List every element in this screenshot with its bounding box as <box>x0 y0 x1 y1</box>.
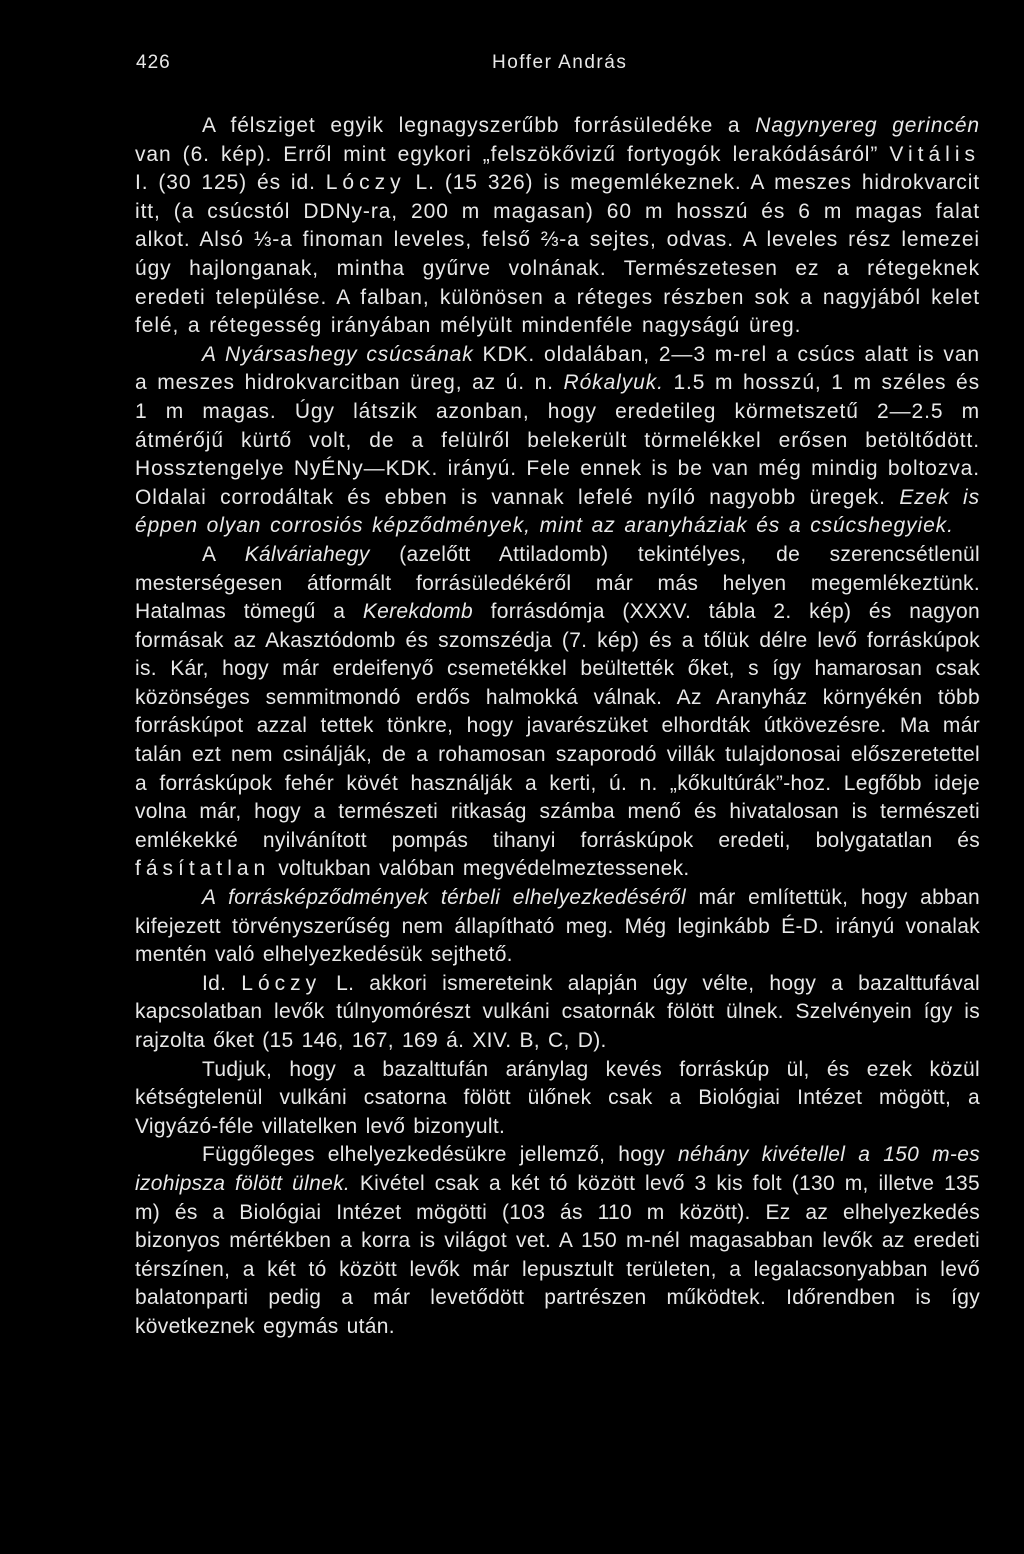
text-run: Id. <box>202 971 242 995</box>
text-run: A <box>202 542 245 566</box>
text-run: Kivétel csak a két tó között levő 3 kis folt (130 m, illetve 135 m) és a Biológiai Intézet mögötti (103 ás 110 m között). Ez az elhelyezkedés bizonyos mértékben a korra is világot vet. A 150 m-nél magasabban levők az eredeti térszínen, a két tó között levők már lepusztult területen, a legalacsonyabban levő balatonparti pedig a már levetődött partrészen működtek. Időrendben is így következnek egymás után. <box>135 1171 981 1338</box>
italic-run: Rókalyuk. <box>563 371 664 395</box>
text-run: már említettük, hogy abban kifejezett törvényszerűség nem állapítható meg. Még leginkább É-D. irányú vonalak mentén való elhelyezkedésük sejthető. <box>135 886 980 967</box>
text-run: 1.5 m hosszú, 1 m széles és 1 m magas. Úgy látszik azonban, hogy eredetileg körmetszetű 2—2.5 m átmérőjű kürtő volt, de a felülről belekerült törmelékkel erősen betöltődött. Hossztengelye NyÉNy—KDK. irányú. Fele ennek is be van még mindig boltozva. Oldalai corrodáltak és ebben is vannak lefelé nyíló nagyobb üregek. <box>135 371 980 509</box>
text-run: van (6. kép). Erről mint egykori „felszökővizű fortyogók lerakódásáról” <box>135 142 890 166</box>
text-run: (azelőtt Attiladomb) tekintélyes, de szerencsétlenül mesterségesen átformált forrásüledékéről már más helyen megemlékeztünk. Hatalmas tömegű a <box>135 542 980 624</box>
spaced-name: fásítatlan <box>135 857 271 881</box>
spaced-name: Lóczy <box>241 971 322 995</box>
text-run: Függőleges elhelyezkedésükre jellemző, hogy <box>202 1143 679 1167</box>
paragraph <box>135 970 980 1056</box>
text-run: voltukban valóban megvédelmeztessenek. <box>270 857 690 881</box>
spaced-name: Lóczy <box>325 171 406 195</box>
running-head: Hoffer András <box>492 52 628 73</box>
italic-run: Nagynyereg gerincén <box>755 114 980 137</box>
italic-run: Kálváriahegy <box>244 542 370 566</box>
text-run: L. (15 326) is megemlékeznek. A meszes hidrokvarcit itt, (a csúcstól DDNy-ra, 200 m magasan) 60 m hosszú és 6 m magas falat alkot. Alsó ⅓-a finoman leveles, felső ⅔-a sejtes, odvas. A leveles rész lemezei úgy hajlonganak, mintha gyűrve volnának. Természetesen ez a rétegeknek eredeti települése. A falban, különösen a réteges részben sok a nagyjából kelet felé, a rétegesség irányában mélyült mindenféle nagyságú üreg. <box>135 171 980 338</box>
italic-run: néhány kivétellel a 150 m-es izohipsza fölött ülnek. <box>135 1143 980 1195</box>
paragraph <box>135 884 980 970</box>
italic-run: A Nyársashegy csúcsának <box>202 342 474 366</box>
paragraph <box>135 1141 980 1341</box>
text-run: A félsziget egyik legnagyszerűbb forrásüledéke a <box>202 114 756 137</box>
text-run: forrásdómja (XXXV. tábla 2. kép) és nagyon formásak az Akasztódomb és szomszédja (7. kép) és a tőlük délre levő forráskúpok is. Kár, hogy már erdeifenyő csemetékkel beültették őket, s így hamarosan csak közönséges semmitmondó erdős halmokká válnak. Az Aranyház környékén több forráskúpot azzal tettek tönkre, hogy javarészüket elhordták útkövezésre. Ma már talán ezt nem csinálják, de a rohamosan szaporodó villák tulajdonosai előszeretettel a forráskúpok fehér kövét használják a kerti, ú. n. „kőkultúrák”-hoz. Legfőbb ideje volna már, hogy a természeti ritkaság számba menő és hivatalosan is természeti emlékekké nyilvánított pompás tihanyi forráskúpok eredeti, bolygatatlan és <box>135 600 980 852</box>
italic-run: Kerekdomb <box>362 600 473 624</box>
page-number: 426 <box>136 52 171 73</box>
text-run: L. akkori ismereteink alapján úgy vélte, hogy a bazalttufával kapcsolatban levők túlnyomórészt vulkáni csatornák fölött ülnek. Szelvényein így is rajzolta őket (15 146, 167, 169 á. XIV. B, C, D). <box>135 971 980 1052</box>
paragraph <box>135 541 980 884</box>
spaced-name: Vitális <box>889 142 980 166</box>
page-header <box>0 52 1024 82</box>
text-run: I. (30 125) és id. <box>135 171 326 195</box>
text-run: KDK. oldalában, 2—3 m-rel a csúcs alatt is van a meszes hidrokvarcitban üreg, az ú. n. <box>135 342 980 395</box>
body-text <box>135 112 980 1342</box>
italic-run: A forrásképződmények térbeli elhelyezkedéséről <box>202 886 686 910</box>
paragraph <box>135 341 980 541</box>
italic-run: Ezek is éppen olyan corrosiós képződmények, mint az aranyháziak és a csúcshegyiek. <box>135 485 980 538</box>
paragraph <box>135 1056 980 1142</box>
paragraph <box>135 112 980 341</box>
text-run: Tudjuk, hogy a bazalttufán aránylag kevés forráskúp ül, és ezek közül kétségtelenül vulkáni csatorna fölött ülőnek csak a Biológiai Intézet mögött, a Vigyázó-féle villatelken levő bizonyult. <box>135 1057 980 1138</box>
